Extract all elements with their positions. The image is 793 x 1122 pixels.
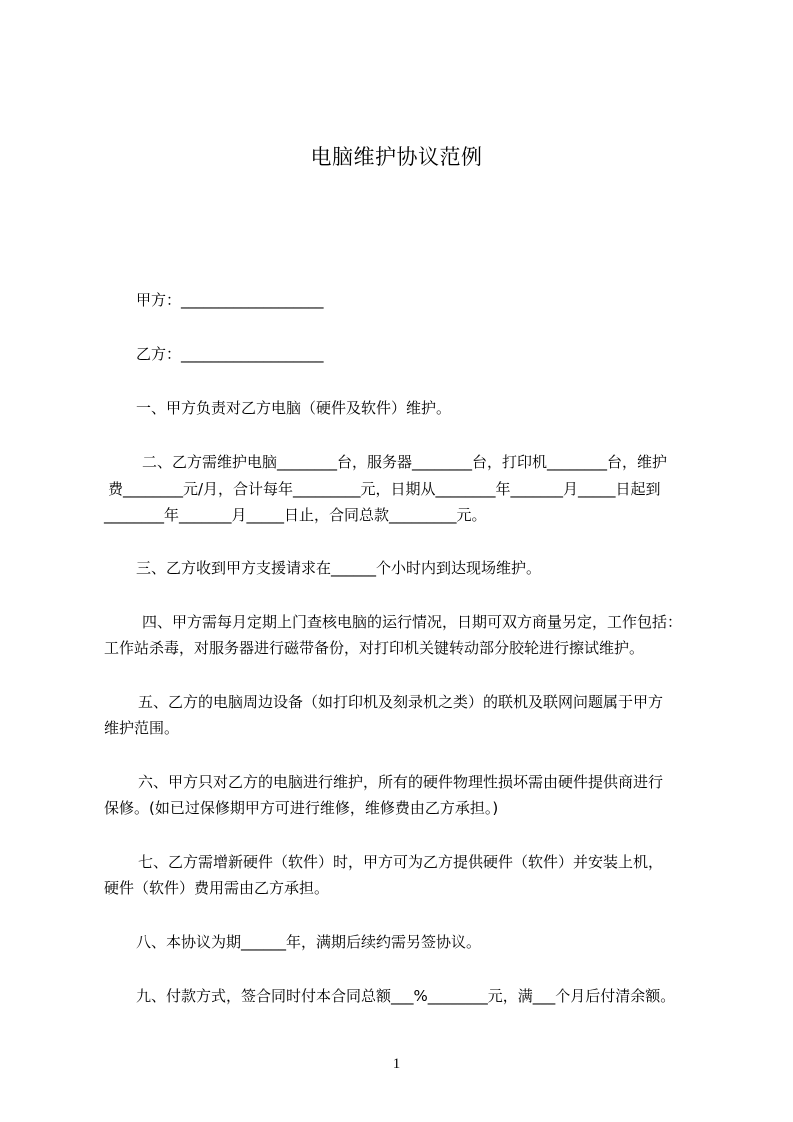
clause-7-line-1: 七、乙方需增新硬件（软件）时，甲方可为乙方提供硬件（软件）并安装上机，: [138, 853, 664, 871]
clause-7-line-2: 硬件（软件）费用需由乙方承担。: [104, 879, 330, 897]
party-a-line: 甲方：___________________: [136, 291, 324, 309]
clause-1: 一、甲方负责对乙方电脑（硬件及软件）维护。: [136, 399, 452, 417]
clause-6-line-1: 六、甲方只对乙方的电脑进行维护，所有的硬件物理性损坏需由硬件提供商进行: [138, 773, 664, 791]
clause-5-line-1: 五、乙方的电脑周边设备（如打印机及刻录机之类）的联机及联网问题属于甲方: [138, 693, 664, 711]
clause-2-line-2: 费________元/月，合计每年_________元，日期从________年_______月_____日起到: [108, 480, 661, 498]
document-title: 电脑维护协议范例: [310, 145, 483, 169]
party-b-line: 乙方：___________________: [136, 345, 324, 363]
clause-2-line-3: ________年_______月_____日止，合同总款_________元。: [104, 506, 487, 524]
clause-6-line-2: 保修。(如已过保修期甲方可进行维修，维修费由乙方承担。): [104, 799, 499, 817]
clause-4-line-1: 四、甲方需每月定期上门查核电脑的运行情况，日期可双方商量另定，工作包括：: [142, 613, 683, 631]
clause-9: 九、付款方式，签合同时付本合同总额___%________元，满___个月后付清余额。: [136, 987, 676, 1005]
clause-3: 三、乙方收到甲方支援请求在______个小时内到达现场维护。: [136, 559, 542, 577]
clause-8: 八、本协议为期______年，满期后续约需另签协议。: [136, 933, 482, 951]
clause-2-line-1: 二、乙方需维护电脑________台，服务器________台，打印机________台，维护: [142, 453, 668, 471]
clause-5-line-2: 维护范围。: [104, 719, 180, 737]
page-number: 1: [392, 1056, 401, 1072]
clause-4-line-2: 工作站杀毒，对服务器进行磁带备份，对打印机关键转动部分胶轮进行擦试维护。: [104, 639, 645, 657]
